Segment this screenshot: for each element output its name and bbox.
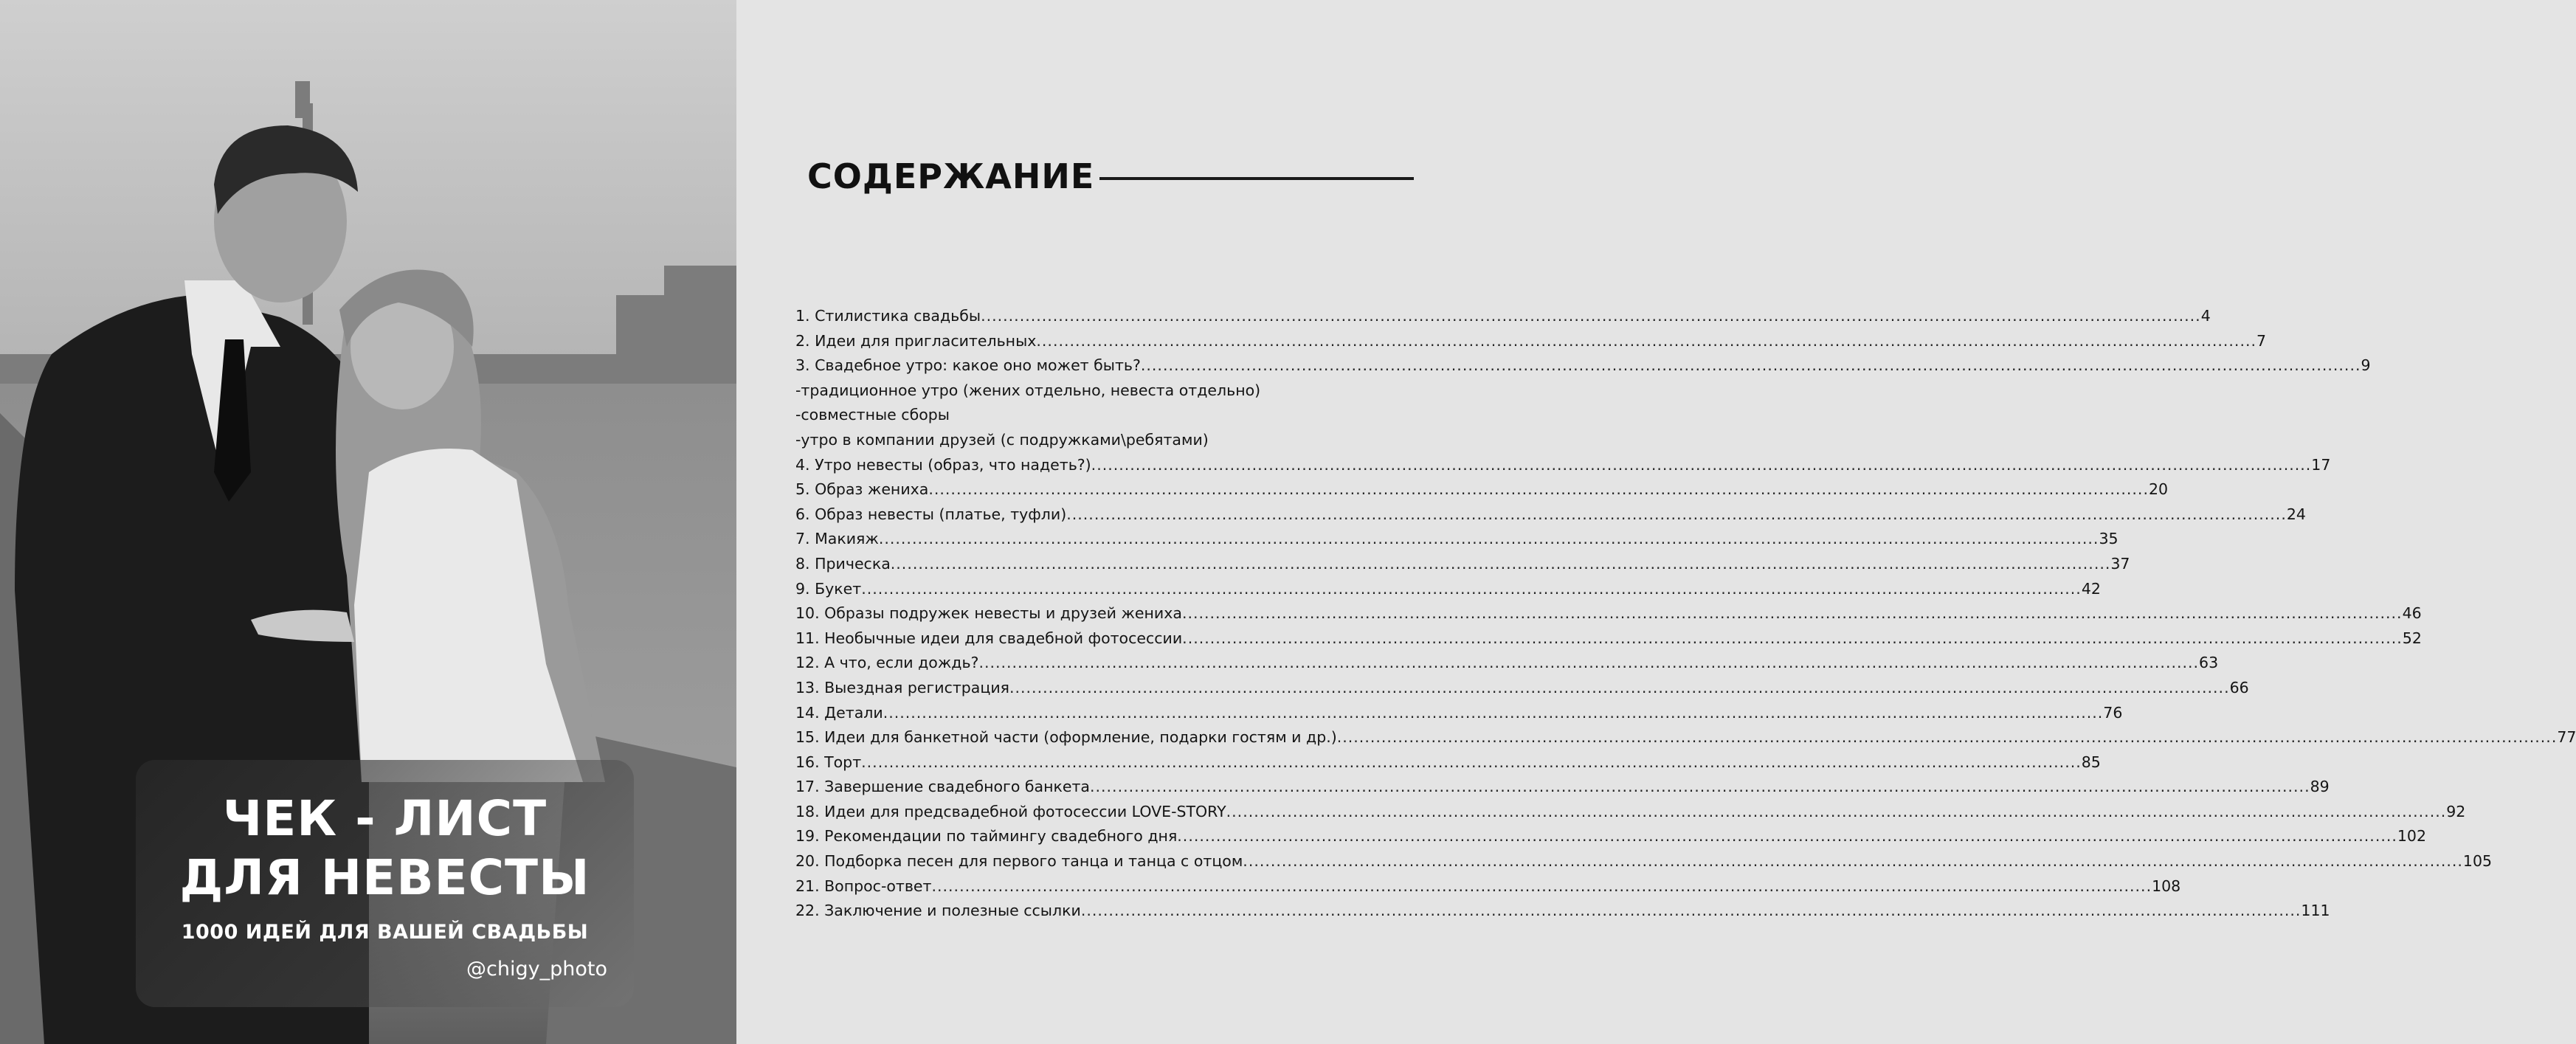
heading-rule	[1099, 177, 1414, 180]
toc-entry-title: -традиционное утро (жених отдельно, невеста отдельно)	[795, 381, 1261, 399]
toc-leader-dots: ............................................................................................................................................................................................................................	[861, 579, 2082, 598]
toc-entry-page: 92	[2446, 802, 2466, 820]
toc-leader-dots: ............................................................................................................................................................................................................................	[1336, 728, 2558, 747]
toc-entry-title: 6. Образ невесты (платье, туфли)	[795, 505, 1067, 523]
toc-leader-dots: ............................................................................................................................................................................................................................	[1009, 678, 2230, 696]
toc-entry[interactable]	[795, 579, 2101, 605]
toc-list	[795, 307, 2576, 927]
toc-entry-title: 20. Подборка песен для первого танца и танца с отцом	[795, 852, 1243, 871]
toc-entry[interactable]	[795, 728, 2576, 753]
toc-entry-title: 11. Необычные идеи для свадебной фотосессии	[795, 629, 1183, 647]
toc-entry[interactable]	[795, 629, 2422, 654]
toc-entry[interactable]	[795, 877, 2181, 902]
toc-entry[interactable]	[795, 827, 2427, 852]
toc-entry-page: 102	[2397, 827, 2427, 846]
toc-entry-title: 8. Прическа	[795, 554, 891, 573]
toc-entry[interactable]	[795, 554, 2130, 580]
toc-entry-page: 9	[2361, 356, 2371, 375]
toc-entry-title: -совместные сборы	[795, 406, 950, 424]
toc-entry-page: 20	[2148, 480, 2169, 499]
toc-leader-dots: ............................................................................................................................................................................................................................	[1226, 802, 2447, 820]
instagram-handle: @chigy_photo	[466, 958, 607, 981]
toc-entry-page: 52	[2402, 629, 2422, 647]
toc-entry-title: 12. А что, если дождь?	[795, 654, 979, 672]
toc-entry-page: 85	[2081, 753, 2101, 771]
toc-entry[interactable]	[795, 852, 2493, 877]
toc-entry[interactable]	[795, 902, 2330, 927]
toc-entry[interactable]	[795, 530, 2119, 555]
toc-leader-dots: ............................................................................................................................................................................................................................	[1181, 604, 2403, 623]
toc-entry-page: 105	[2462, 852, 2493, 871]
toc-entry-title: 7. Макияж	[795, 530, 879, 548]
toc-entry-title: 16. Торт	[795, 753, 862, 771]
toc-entry-title: 22. Заключение и полезные ссылки	[795, 902, 1081, 920]
toc-entry-page: 4	[2200, 307, 2211, 325]
toc-leader-dots: ............................................................................................................................................................................................................................	[890, 554, 2111, 573]
toc-entry-page: 24	[2286, 505, 2306, 523]
toc-entry-page: 17	[2311, 455, 2331, 474]
toc-entry-title: -утро в компании друзей (с подружками\ребятами)	[795, 430, 1209, 449]
toc-entry-title: 9. Букет	[795, 579, 862, 598]
toc-leader-dots: ............................................................................................................................................................................................................................	[981, 307, 2201, 325]
toc-leader-dots: ............................................................................................................................................................................................................................	[928, 480, 2149, 499]
toc-entry-page: 35	[2099, 530, 2119, 548]
toc-entry[interactable]	[795, 381, 1430, 407]
toc-entry-page: 66	[2229, 678, 2249, 696]
toc-leader-dots: ............................................................................................................................................................................................................................	[1089, 778, 2310, 796]
toc-entry-page: 7	[2256, 331, 2267, 350]
toc-entry-title: 18. Идеи для предсвадебной фотосессии LOVE-STORY	[795, 802, 1226, 820]
toc-entry-page: 63	[2199, 654, 2219, 672]
toc-entry[interactable]	[795, 604, 2422, 629]
toc-leader-dots: ............................................................................................................................................................................................................................	[1243, 852, 2463, 871]
toc-leader-dots: ............................................................................................................................................................................................................................	[1036, 331, 2256, 350]
toc-entry-page: 76	[2103, 703, 2123, 722]
toc-leader-dots: ............................................................................................................................................................................................................................	[1080, 902, 2302, 920]
toc-leader-dots: ............................................................................................................................................................................................................................	[1182, 629, 2403, 647]
cover-title: ЧЕК - ЛИСТ ДЛЯ НЕВЕСТЫ	[179, 790, 590, 906]
toc-entry[interactable]	[795, 778, 2330, 803]
toc-leader-dots: ............................................................................................................................................................................................................................	[931, 877, 2152, 895]
toc-entry-page: 111	[2301, 902, 2330, 920]
toc-leader-dots: ............................................................................................................................................................................................................................	[861, 753, 2082, 771]
toc-entry[interactable]	[795, 331, 2267, 357]
cover-photo	[0, 0, 736, 1044]
toc-entry-title: 14. Детали	[795, 703, 883, 722]
toc-entry[interactable]	[795, 703, 2123, 729]
toc-entry[interactable]	[795, 753, 2101, 778]
toc-leader-dots: ............................................................................................................................................................................................................................	[878, 530, 2099, 548]
table-of-contents-page	[736, 0, 2576, 1044]
toc-entry-title: 13. Выездная регистрация	[795, 678, 1009, 696]
toc-entry-page: 108	[2152, 877, 2181, 895]
toc-leader-dots: ............................................................................................................................................................................................................................	[978, 654, 2200, 672]
toc-entry[interactable]	[795, 307, 2211, 332]
toc-entry-page: 89	[2310, 778, 2330, 796]
toc-leader-dots: ............................................................................................................................................................................................................................	[1091, 455, 2312, 474]
toc-leader-dots: ............................................................................................................................................................................................................................	[1066, 505, 2287, 523]
toc-entry-page: 46	[2402, 604, 2422, 623]
toc-entry[interactable]	[795, 505, 2306, 530]
toc-entry-title: 1. Стилистика свадьбы	[795, 307, 981, 325]
toc-leader-dots: ............................................................................................................................................................................................................................	[1177, 827, 2397, 846]
toc-entry-title: 3. Свадебное утро: какое оно может быть?	[795, 356, 1141, 375]
cover-title-card	[136, 760, 634, 1007]
toc-entry-title: 4. Утро невесты (образ, что надеть?)	[795, 455, 1091, 474]
toc-entry-title: 10. Образы подружек невесты и друзей жениха	[795, 604, 1182, 623]
toc-entry[interactable]	[795, 406, 1430, 431]
toc-entry-page: 42	[2081, 579, 2101, 598]
toc-entry-title: 15. Идеи для банкетной части (оформление, подарки гостям и др.)	[795, 728, 1337, 747]
toc-entry-title: 21. Вопрос-ответ	[795, 877, 932, 895]
toc-entry-page: 77	[2557, 728, 2576, 747]
toc-entry-title: 5. Образ жениха	[795, 480, 929, 499]
toc-entry[interactable]	[795, 356, 2371, 381]
toc-entry[interactable]	[795, 802, 2466, 828]
toc-entry-page: 37	[2110, 554, 2130, 573]
toc-entry[interactable]	[795, 431, 1430, 456]
toc-entry[interactable]	[795, 654, 2219, 679]
toc-entry[interactable]	[795, 455, 2331, 481]
toc-leader-dots: ............................................................................................................................................................................................................................	[1140, 356, 2361, 375]
toc-entry[interactable]	[795, 678, 2249, 704]
toc-entry[interactable]	[795, 480, 2169, 505]
toc-entry-title: 17. Завершение свадебного банкета	[795, 778, 1090, 796]
toc-heading: СОДЕРЖАНИЕ	[807, 156, 1095, 196]
toc-leader-dots: ............................................................................................................................................................................................................................	[883, 703, 2104, 722]
toc-entry-title: 2. Идеи для пригласительных	[795, 331, 1037, 350]
toc-entry-title: 19. Рекомендации по таймингу свадебного дня	[795, 827, 1178, 846]
cover-subtitle: 1000 ИДЕЙ ДЛЯ ВАШЕЙ СВАДЬБЫ	[181, 921, 589, 944]
